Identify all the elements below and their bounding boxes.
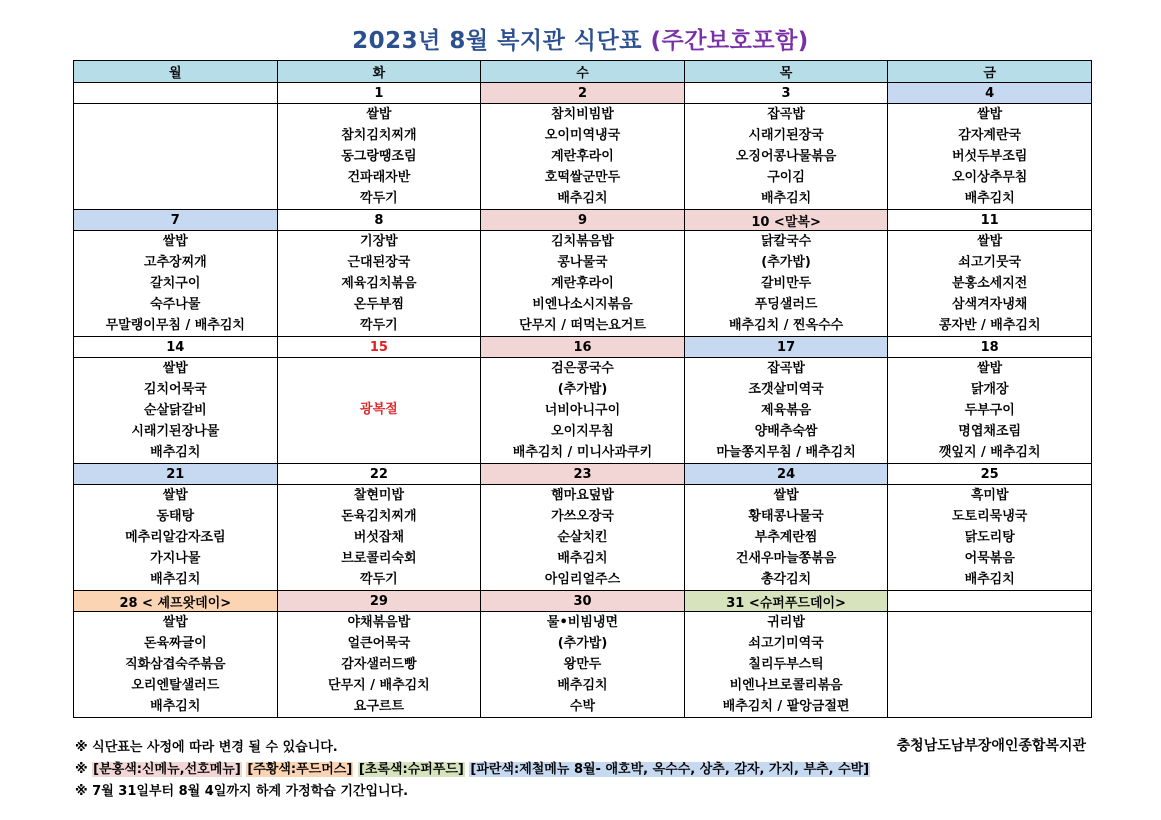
menu-item: 잡곡밥: [767, 107, 805, 122]
menu-item: 감자계란국: [958, 128, 1022, 143]
menu-cell-mon: [74, 485, 278, 591]
menu-cell-mon: [74, 104, 278, 210]
legend-prefix: ※: [75, 762, 93, 777]
date-cell-mon: 28 < 셰프왓데이>: [74, 591, 278, 612]
menu-item: 쌀밥: [162, 234, 188, 249]
menu-cell-tue: [277, 231, 481, 337]
menu-item: 너비아니구이: [544, 403, 621, 418]
menu-item: 부추계란찜: [754, 530, 818, 545]
menu-item: 수박: [569, 699, 596, 714]
legend-pink: [분홍색:신메뉴,선호메뉴]: [93, 762, 241, 777]
legend-blue: [파란색:제철메뉴 8월- 애호박, 옥수수, 상추, 감자, 가지, 부추, 수박]: [470, 762, 870, 777]
menu-item: 야채볶음밥: [347, 615, 411, 630]
page-title: [0, 22, 1161, 55]
menu-cell-mon: [74, 358, 278, 464]
menu-item: 쌀밥: [773, 488, 799, 503]
menu-item: 배추김치: [964, 572, 1015, 587]
menu-item: 돈육김치찌개: [341, 509, 417, 524]
menu-item: 브로콜리숙회: [341, 551, 417, 566]
menu-item: 총각김치: [760, 572, 812, 587]
menu-cell-mon: [74, 612, 278, 718]
date-cell-mon: [74, 83, 278, 104]
menu-item: 버섯잡채: [353, 530, 404, 545]
date-cell-tue: 22: [277, 464, 481, 485]
menu-item: 계란후라이: [551, 276, 614, 291]
date-cell-fri: 4: [888, 83, 1092, 104]
menu-item: 오리엔탈샐러드: [131, 678, 220, 693]
menu-item: 왕만두: [563, 657, 602, 672]
menu-item: 검은콩국수: [551, 361, 614, 376]
date-cell-tue: 1: [277, 83, 481, 104]
menu-cell-tue: [277, 358, 481, 464]
menu-cell-thu: [684, 485, 888, 591]
menu-item: 김치어묵국: [143, 382, 207, 397]
date-cell-thu: 17: [684, 337, 888, 358]
menu-item: 마늘쫑지무침 / 배추김치: [716, 445, 856, 460]
menu-cell-thu: [684, 358, 888, 464]
menu-item: 아임리얼주스: [544, 572, 621, 587]
menu-cell-thu: [684, 231, 888, 337]
menu-cell-fri: [888, 358, 1092, 464]
date-cell-fri: 25: [888, 464, 1092, 485]
menu-item: 건새우마늘쫑볶음: [735, 551, 837, 566]
menu-row: [74, 358, 1092, 464]
menu-item: 푸딩샐러드: [754, 297, 818, 312]
menu-row: [74, 612, 1092, 718]
date-cell-mon: 7: [74, 210, 278, 231]
meal-table-body: [74, 83, 1092, 718]
menu-item: 온두부찜: [353, 297, 404, 312]
menu-cell-fri: [888, 612, 1092, 718]
menu-item: 콩나물국: [557, 255, 608, 270]
date-cell-wed: 2: [481, 83, 685, 104]
menu-item: 갈치구이: [150, 276, 201, 291]
menu-item: 돈육짜글이: [143, 636, 207, 651]
legend-orange: [주황색:푸드머스]: [247, 762, 353, 777]
menu-cell-tue: [277, 485, 481, 591]
menu-item: 배추김치 / 미니사과쿠키: [512, 445, 653, 460]
weekday-tue: 화: [277, 61, 481, 83]
menu-item: 분홍소세지전: [952, 276, 1028, 291]
menu-item: 가쓰오장국: [551, 509, 614, 524]
date-cell-thu: 24: [684, 464, 888, 485]
menu-item: 비엔나브로콜리볶음: [729, 678, 843, 693]
menu-item: 단무지 / 배추김치: [328, 678, 430, 693]
menu-item: 쌀밥: [977, 361, 1003, 376]
menu-item: 오징어콩나물볶음: [735, 149, 837, 164]
menu-item: 배추김치: [150, 699, 201, 714]
menu-item: (추가밥): [761, 255, 811, 270]
menu-item: 배추김치: [760, 191, 812, 206]
menu-cell-fri: [888, 485, 1092, 591]
menu-item: 건파래자반: [347, 170, 411, 185]
menu-item: 쌀밥: [162, 361, 188, 376]
menu-item: (추가밥): [557, 382, 608, 397]
date-cell-fri: 11: [888, 210, 1092, 231]
menu-item: 콩자반 / 배추김치: [938, 318, 1041, 333]
menu-item: 고추장찌개: [143, 255, 207, 270]
menu-item: 배추김치: [964, 191, 1015, 206]
menu-item: 배추김치: [150, 572, 201, 587]
date-cell-thu: 31 <슈퍼푸드데이>: [684, 591, 888, 612]
menu-cell-wed: [481, 104, 685, 210]
menu-item: 칠리두부스틱: [748, 657, 824, 672]
menu-item: 귀리밥: [767, 615, 805, 630]
menu-item: 동태탕: [156, 509, 195, 524]
menu-item: 요구르트: [353, 699, 404, 714]
menu-item: 호떡쌀군만두: [544, 170, 621, 185]
weekday-fri: 금: [888, 61, 1092, 83]
menu-item: 오이미역냉국: [544, 128, 621, 143]
date-row: [74, 464, 1092, 485]
menu-item: 양배추숙쌈: [754, 424, 818, 439]
date-cell-tue: 29: [277, 591, 481, 612]
date-cell-wed: 9: [481, 210, 685, 231]
menu-item: 오이지무침: [551, 424, 614, 439]
menu-item: 쌀밥: [977, 107, 1003, 122]
menu-item: 쇠고기미역국: [748, 636, 824, 651]
menu-item: 쌀밥: [162, 615, 188, 630]
menu-item: 오이상추무침: [952, 170, 1028, 185]
menu-item: 참치비빔밥: [551, 107, 614, 122]
menu-item: 숙주나물: [150, 297, 201, 312]
menu-item: 배추김치: [557, 191, 608, 206]
menu-item: 순살치킨: [557, 530, 608, 545]
date-cell-thu: 3: [684, 83, 888, 104]
menu-item: 동그랑땡조림: [341, 149, 417, 164]
menu-item: 배추김치: [557, 678, 608, 693]
menu-item: 갈비만두: [760, 276, 812, 291]
menu-item: 순살닭갈비: [143, 403, 207, 418]
menu-item: 깍두기: [360, 191, 398, 206]
menu-item: 도토리묵냉국: [952, 509, 1028, 524]
menu-cell-fri: [888, 231, 1092, 337]
menu-item: 근대된장국: [347, 255, 411, 270]
date-cell-tue: 15: [277, 337, 481, 358]
menu-item: 배추김치: [557, 551, 608, 566]
menu-item: 단무지 / 떠먹는요거트: [519, 318, 646, 333]
menu-item: 가지나물: [150, 551, 201, 566]
menu-cell-wed: [481, 231, 685, 337]
menu-item: 흑미밥: [970, 488, 1009, 503]
menu-item: 쌀밥: [162, 488, 188, 503]
menu-cell-tue: [277, 104, 481, 210]
menu-item: 제육김치볶음: [341, 276, 417, 291]
note-change: ※ 식단표는 사정에 따라 변경 될 수 있습니다.: [75, 740, 338, 755]
menu-item: 조갯살미역국: [748, 382, 824, 397]
meal-table: [73, 60, 1092, 718]
menu-item: 무말랭이무침 / 배추김치: [105, 318, 245, 333]
menu-item: 황태콩나물국: [748, 509, 824, 524]
organization-name: 충청남도남부장애인종합복지관: [896, 738, 1086, 754]
menu-cell-tue: [277, 612, 481, 718]
menu-cell-thu: [684, 104, 888, 210]
date-cell-wed: 30: [481, 591, 685, 612]
menu-cell-fri: [888, 104, 1092, 210]
menu-item: 버섯두부조림: [952, 149, 1028, 164]
menu-item: 삼색겨자냉채: [952, 297, 1028, 312]
menu-item: 배추김치 / 팥앙금절편: [722, 699, 850, 714]
weekday-thu: 목: [684, 61, 888, 83]
menu-cell-mon: [74, 231, 278, 337]
menu-cell-thu: [684, 612, 888, 718]
menu-row: [74, 104, 1092, 210]
title-paren: (주간보호포함): [650, 28, 809, 54]
menu-item: 깍두기: [360, 318, 398, 333]
menu-item: 쌀밥: [366, 107, 392, 122]
menu-row: [74, 485, 1092, 591]
date-cell-fri: [888, 591, 1092, 612]
menu-item: 김치볶음밥: [551, 234, 614, 249]
weekday-wed: 수: [481, 61, 685, 83]
menu-item: 깍두기: [360, 572, 398, 587]
menu-item: 두부구이: [964, 403, 1015, 418]
date-row: [74, 210, 1092, 231]
menu-item: 배추김치 / 찐옥수수: [728, 318, 844, 333]
menu-item: 구이김: [767, 170, 805, 185]
menu-item: 시래기된장국: [748, 128, 824, 143]
menu-item: 비엔나소시지볶음: [532, 297, 633, 312]
date-row: [74, 337, 1092, 358]
menu-item: (추가밥): [557, 636, 608, 651]
date-cell-fri: 18: [888, 337, 1092, 358]
menu-item: 메추리알감자조림: [125, 530, 226, 545]
legend-green: [초록색:슈퍼푸드]: [358, 762, 464, 777]
date-cell-tue: 8: [277, 210, 481, 231]
date-cell-mon: 21: [74, 464, 278, 485]
menu-item: 직화삼겹숙주볶음: [125, 657, 226, 672]
menu-item: 명엽채조림: [958, 424, 1022, 439]
date-cell-mon: 14: [74, 337, 278, 358]
menu-item: 물•비빔냉면: [546, 615, 619, 630]
menu-item: 쌀밥: [977, 234, 1003, 249]
menu-cell-wed: [481, 612, 685, 718]
menu-item: 닭칼국수: [760, 234, 812, 249]
menu-item: 얼큰어묵국: [347, 636, 411, 651]
menu-item: 쇠고기뭇국: [958, 255, 1022, 270]
weekday-header-row: [74, 61, 1092, 83]
date-cell-wed: 16: [481, 337, 685, 358]
date-row: [74, 83, 1092, 104]
date-row: [74, 591, 1092, 612]
menu-item: 찰현미밥: [353, 488, 404, 503]
menu-item: 시래기된장나물: [131, 424, 220, 439]
menu-item: 제육볶음: [760, 403, 812, 418]
menu-item: 닭도리탕: [964, 530, 1015, 545]
menu-item: 참치김치찌개: [341, 128, 417, 143]
menu-item: 햄마요덮밥: [551, 488, 614, 503]
menu-row: [74, 231, 1092, 337]
menu-item: 계란후라이: [551, 149, 614, 164]
menu-item: 배추김치: [150, 445, 201, 460]
menu-item: 감자샐러드빵: [341, 657, 417, 672]
date-cell-thu: 10 <말복>: [684, 210, 888, 231]
title-main: 2023년 8월 복지관 식단표: [352, 28, 651, 54]
holiday-label: 광복절: [360, 402, 398, 417]
note-vacation: ※ 7월 31일부터 8월 4일까지 하계 가정학습 기간입니다.: [75, 784, 409, 799]
menu-item: 잡곡밥: [767, 361, 805, 376]
weekday-mon: 월: [74, 61, 278, 83]
menu-item: 기장밥: [360, 234, 398, 249]
menu-cell-wed: [481, 485, 685, 591]
menu-item: 깻잎지 / 배추김치: [938, 445, 1041, 460]
menu-item: 어묵볶음: [964, 551, 1015, 566]
menu-cell-wed: [481, 358, 685, 464]
note-legend: [75, 758, 870, 777]
date-cell-wed: 23: [481, 464, 685, 485]
menu-item: 닭개장: [970, 382, 1009, 397]
